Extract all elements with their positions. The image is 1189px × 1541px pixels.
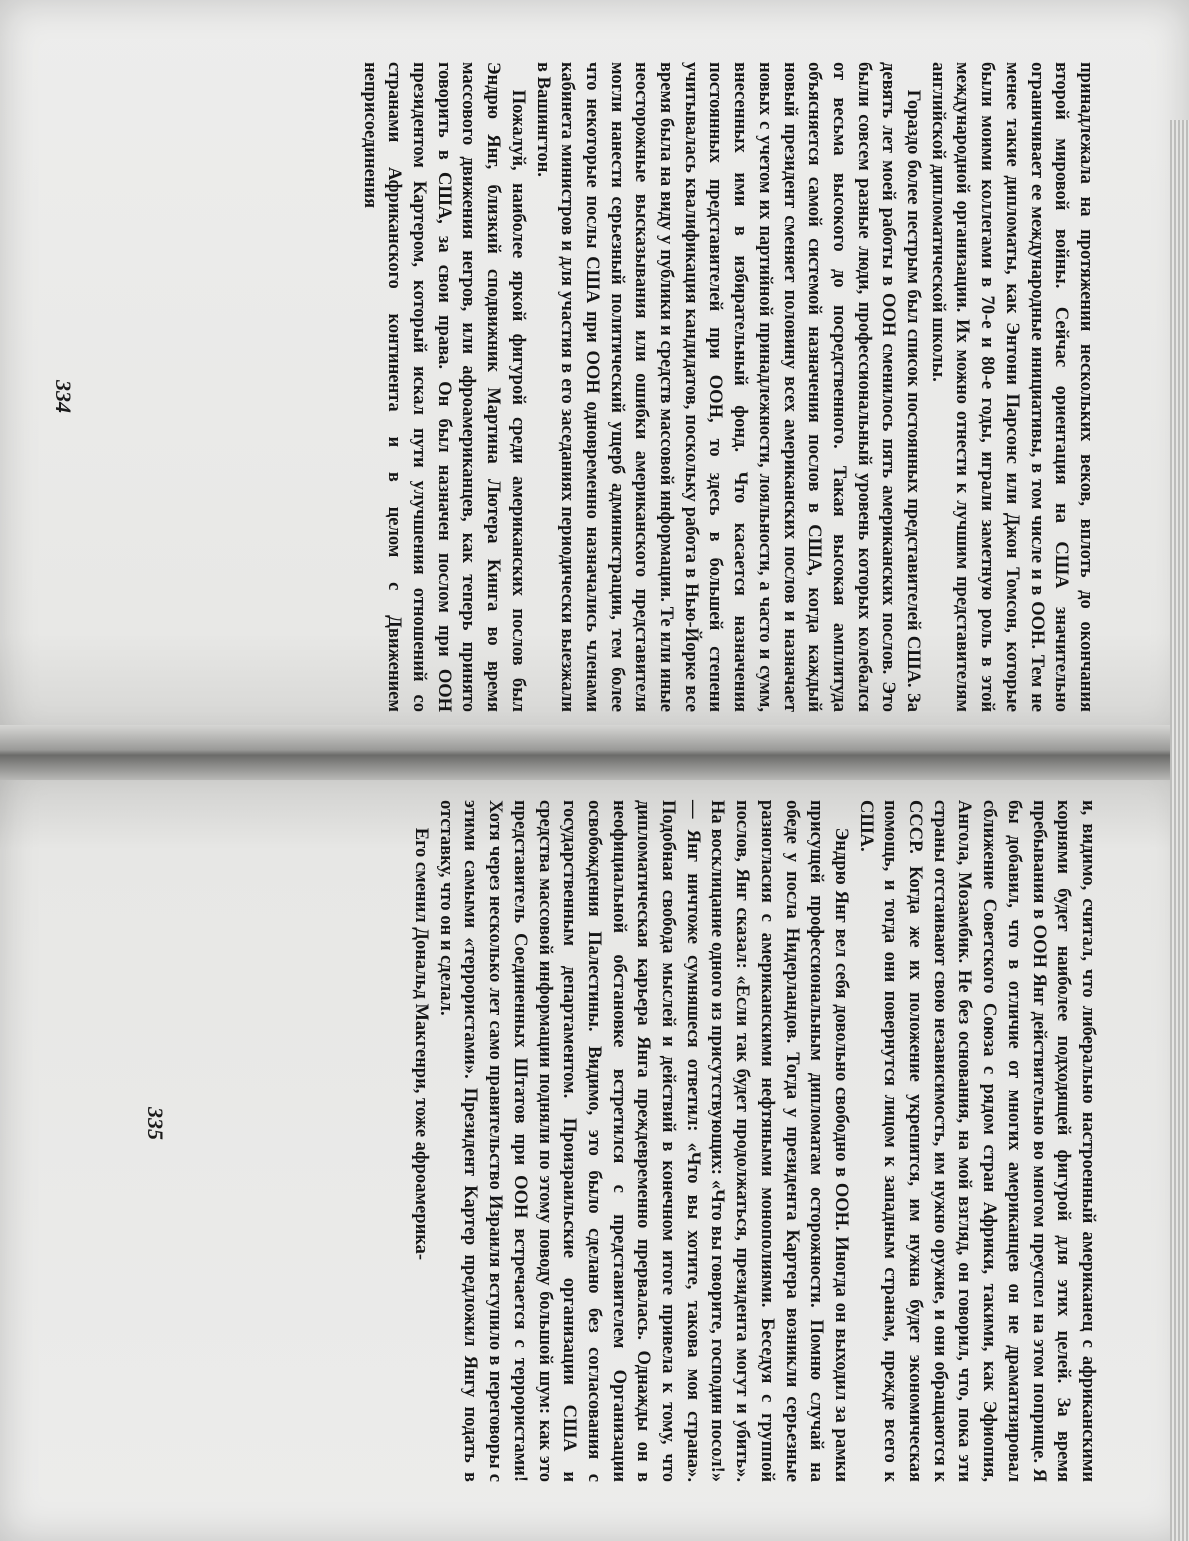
paragraph: Гораздо более пестрым был список постоянных представителей США. За девять лет моей работы в ООН сменилось пять американских послов. Это были совсем разные люди, профессиональный уровень которых колебался от весьма высокого до посредственного. Такая высокая амплитуда объясняется самой системой назначения послов в США, когда каждый новый президент сменяет половину всех американских послов и назначает новых с учетом их партийной принадлежности, лояльности, а часто и сумм, внесенных ими в избирательный фонд. Что касается назначения постоянных представителей при ООН, то здесь в большей степени учитывалась квалификация кандидатов, поскольку работа в Нью-Йорке все время была на виду у публики и средств массовой информации. Те или иные неосторожные высказывания или ошибки американского представителя могли нанести серьезный политический ущерб администрации, тем более что некоторые послы США при ООН одновременно назначались членами кабинета министров и для участия в его заседаниях периодически выезжали в Вашингтон. bbox=[532, 62, 924, 712]
paragraph: Пожалуй, наиболее яркой фигурой среди американских послов был Эндрю Янг, близкий сподвижник Мартина Лютера Кинга во время массового движения негров, или афроамериканцев, как теперь принято говорить в США, за свои права. Он был назначен послом при ООН президентом Картером, который искал пути улучшения отношений со странами Африканского континента и в целом с Движением неприсоединения bbox=[359, 62, 528, 712]
page-number-right: 335 bbox=[143, 1107, 168, 1140]
right-page-text bbox=[145, 800, 1100, 1482]
paragraph: принадлежала на протяжении нескольких веков, вплоть до окончания второй мировой войны. Сейчас ориентация на США значительно ограничивает ее международные инициативы, в том числе и в ООН. Тем не менее такие дипломаты, как Энтони Парсонс или Джон Томсон, которые были моими коллегами в 70-е и 80-е годы, играли заметную роль в этой международной организации. Их можно отнести к лучшим представителям английской дипломатической школы. bbox=[927, 62, 1096, 712]
paragraph: Его сменил Дональд Макгенри, тоже афроамерика- bbox=[411, 827, 432, 1261]
paragraph: Эндрю Янг вел себя довольно свободно в ООН. Иногда он выходил за рамки присущей профессиональным дипломатам осторожности. Помню случай на обеде у посла Нидерландов. Тогда у президента Картера возникли серьезные разногласия с американскими нефтяными монополиями. Беседуя с группой послов, Янг сказал: «Если так будет продолжаться, президента могут и убить». На восклицание одного из присутствующих: «Что вы говорите, господин посол!» — Янг ничтоже сумняшеся ответил: «Что вы хотите, такова моя страна». Подобная свобода мыслей и действий в конечном итоге привела к тому, что дипломатическая карьера Янга преждевременно прервалась. Однажды он в неофициальной обстановке встретился с представителем Организации освобождения Палестины. Видимо, это было сделано без согласования с государственным департаментом. Произраильские организации США и средства массовой информации подняли по этому поводу большой шум: как это представитель Соединенных Штатов при ООН встречается с террористами! Хотя через несколько лет само правительство Израиля вступило в переговоры с этими самыми «террористами». Президент Картер предложил Янгу подать в отставку, что он и сделал. bbox=[435, 800, 851, 1482]
page-edges bbox=[1170, 120, 1189, 1541]
book-gutter bbox=[0, 725, 1189, 780]
left-page-text bbox=[88, 62, 1098, 712]
paragraph: и, видимо, считал, что либерально настроенный американец с африканскими корнями будет наиболее подходящей фигурой для этих целей. За время пребывания в ООН Янг действительно во многом преуспел на этом поприще. Я бы добавил, что в отличие от многих американцев он не драматизировал сближение Советского Союза с рядом стран Африки, такими, как Эфиопия, Ангола, Мозамбик. Не без основания, на мой взгляд, он говорил, что, пока эти страны отстаивают свою независимость, им нужно оружие, и они обращаются к СССР. Когда же их положение укрепится, им нужна будет экономическая помощь, и тогда они повернутся лицом к западным странам, прежде всего к США. bbox=[855, 800, 1098, 1482]
page-number-left: 334 bbox=[51, 380, 76, 413]
